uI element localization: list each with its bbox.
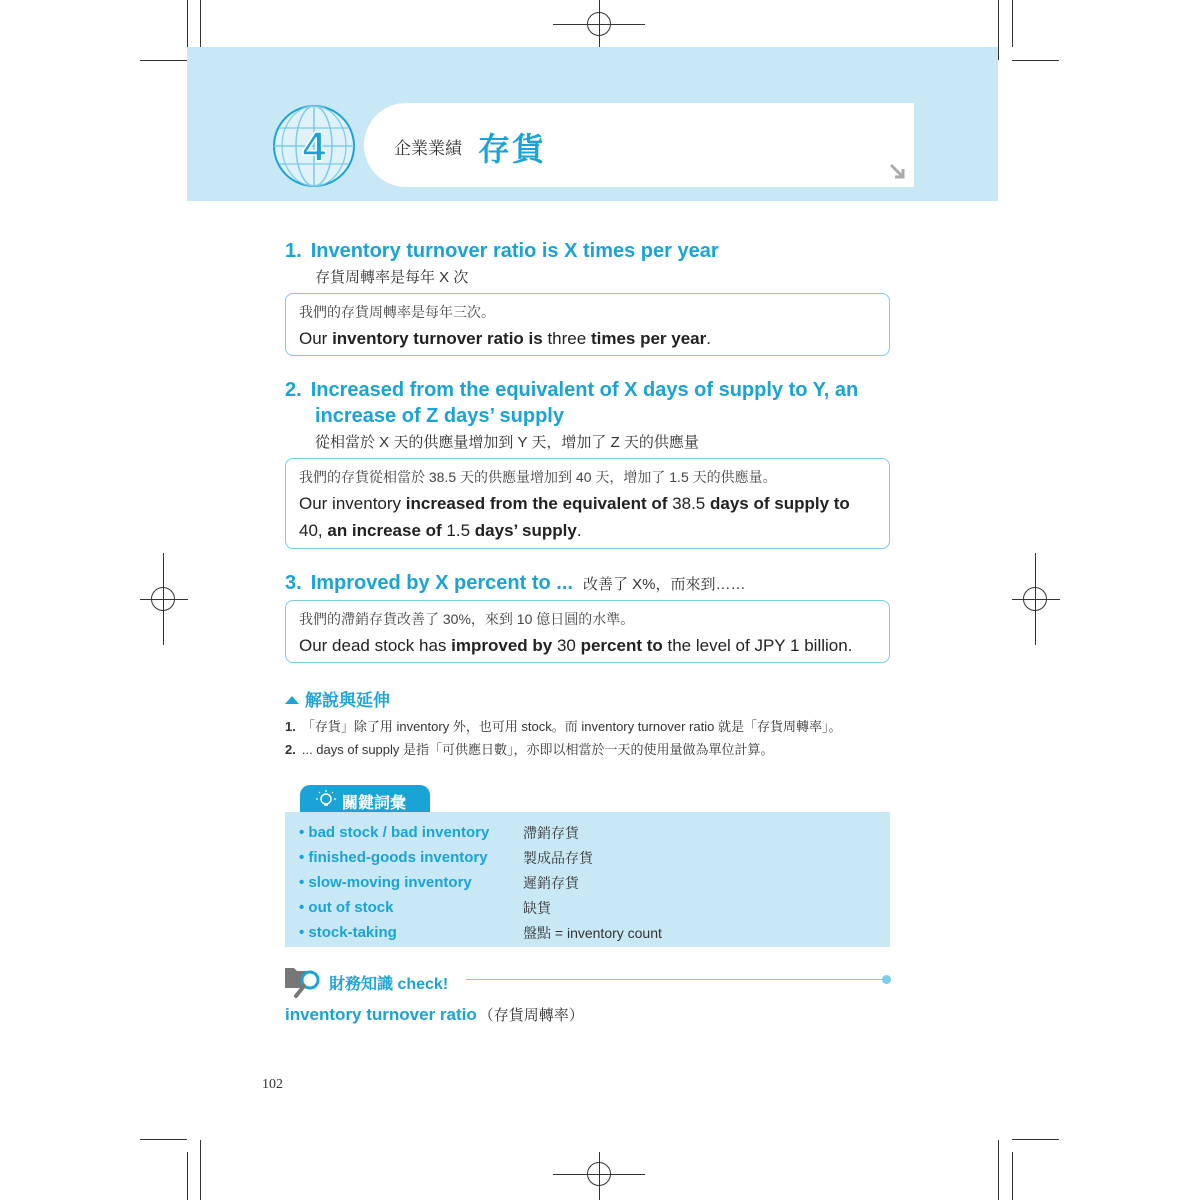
unit-number: 4 (302, 123, 326, 170)
vocab-item: • bad stock / bad inventory 滯銷存貨 (299, 824, 579, 841)
crop-mark (998, 1140, 999, 1200)
sentence-text: the level of JPY 1 billion. (662, 636, 853, 655)
crop-mark (187, 0, 188, 47)
sentence-text: Our inventory (299, 494, 406, 513)
chapter-subtitle: 企業業績 (394, 139, 462, 158)
key-phrase: percent to (580, 636, 663, 655)
registration-mark (151, 587, 175, 611)
sentence-text: 38.5 (667, 494, 710, 513)
sentence-text: 30 (552, 636, 581, 655)
key-phrase: times per year (590, 329, 707, 348)
example-box-2 (285, 458, 890, 549)
section-number: 2. (285, 379, 302, 401)
check-heading: 財務知識 check! (329, 976, 449, 993)
crop-mark (200, 1140, 201, 1200)
registration-mark (587, 12, 611, 36)
section-number: 1. (285, 240, 302, 262)
vocab-heading: 關鍵詞彙 (300, 785, 430, 813)
section-translation-1: 存貨周轉率是每年 X 次 (315, 269, 469, 286)
example-zh: 我們的存貨從相當於 38.5 天的供應量增加到 40 天，增加了 1.5 天的供應量。 (299, 469, 777, 485)
section-heading: Improved by X percent to ... (310, 572, 573, 594)
section-title-3 (285, 570, 745, 598)
arrow-down-right-icon (889, 163, 907, 181)
crop-mark (1012, 0, 1013, 47)
section-heading: Increased from the equivalent of X days of supply to Y, an (310, 379, 859, 401)
section-title-2-line2: increase of Z days’ supply (315, 405, 564, 427)
crop-mark (1012, 1152, 1013, 1200)
sentence-text: . (706, 329, 711, 348)
example-en (299, 325, 876, 352)
explanation-item: 1. 「存貨」除了用 inventory 外，也可用 stock。而 inventory turnover ratio 就是「存貨周轉率」。 (285, 719, 842, 734)
explanation-item: 2. ... days of supply 是指「可供應日數」，亦即以相當於一天的使用量做為單位計算。 (285, 742, 774, 757)
globe-icon (272, 104, 356, 188)
example-zh: 我們的存貨周轉率是每年三次。 (299, 304, 495, 320)
sentence-text: Our dead stock has (299, 636, 452, 655)
folder-magnifier-icon (284, 964, 324, 998)
divider-dot (882, 975, 891, 984)
key-phrase: days of supply to (710, 494, 850, 513)
section-title-2 (285, 377, 858, 403)
section-title-1 (285, 238, 719, 264)
crop-mark (998, 0, 999, 60)
section-number: 3. (285, 572, 302, 594)
example-en (299, 632, 876, 659)
sentence-text: 40, (299, 521, 328, 540)
key-phrase: an increase of (327, 521, 442, 540)
key-phrase: improved by (451, 636, 553, 655)
divider (466, 979, 884, 980)
vocab-item: • finished-goods inventory 製成品存貨 (299, 849, 593, 866)
crop-mark (1012, 1139, 1059, 1140)
registration-mark (587, 1162, 611, 1186)
section-translation-2: 從相當於 X 天的供應量增加到 Y 天，增加了 Z 天的供應量 (315, 434, 699, 451)
example-zh: 我們的滯銷存貨改善了 30%，來到 10 億日圓的水準。 (299, 611, 635, 627)
vocab-list (285, 812, 890, 947)
crop-mark (140, 1139, 187, 1140)
crop-mark (1012, 60, 1059, 61)
page-title: 存貨 (478, 131, 547, 167)
sentence-text: 1.5 (441, 521, 475, 540)
section-translation-3: 改善了 X%，而來到…… (582, 576, 746, 593)
section-heading: Inventory turnover ratio is X times per year (310, 240, 719, 262)
sentence-text: Our (299, 329, 333, 348)
key-phrase: increased from the equivalent of (405, 494, 668, 513)
key-phrase: days’ supply (474, 521, 577, 540)
vocab-item: • out of stock 缺貨 (299, 899, 551, 916)
explanation-heading: 解說與延伸 (285, 686, 390, 711)
lightbulb-icon (316, 790, 336, 810)
sentence-text: . (576, 521, 582, 540)
example-box-3 (285, 600, 890, 663)
vocab-item: • slow-moving inventory 遲銷存貨 (299, 874, 579, 891)
example-box-1 (285, 293, 890, 356)
crop-mark (187, 1152, 188, 1200)
vocab-item: • stock-taking 盤點 = inventory count (299, 924, 662, 941)
sentence-text: three (542, 329, 591, 348)
key-phrase: inventory turnover ratio is (332, 329, 543, 348)
crop-mark (140, 60, 187, 61)
page-number: 102 (262, 1077, 283, 1092)
check-term: inventory turnover ratio （存貨周轉率） (285, 1005, 584, 1024)
arrow-up-icon (285, 696, 299, 704)
example-en (299, 490, 876, 544)
registration-mark (1023, 587, 1047, 611)
